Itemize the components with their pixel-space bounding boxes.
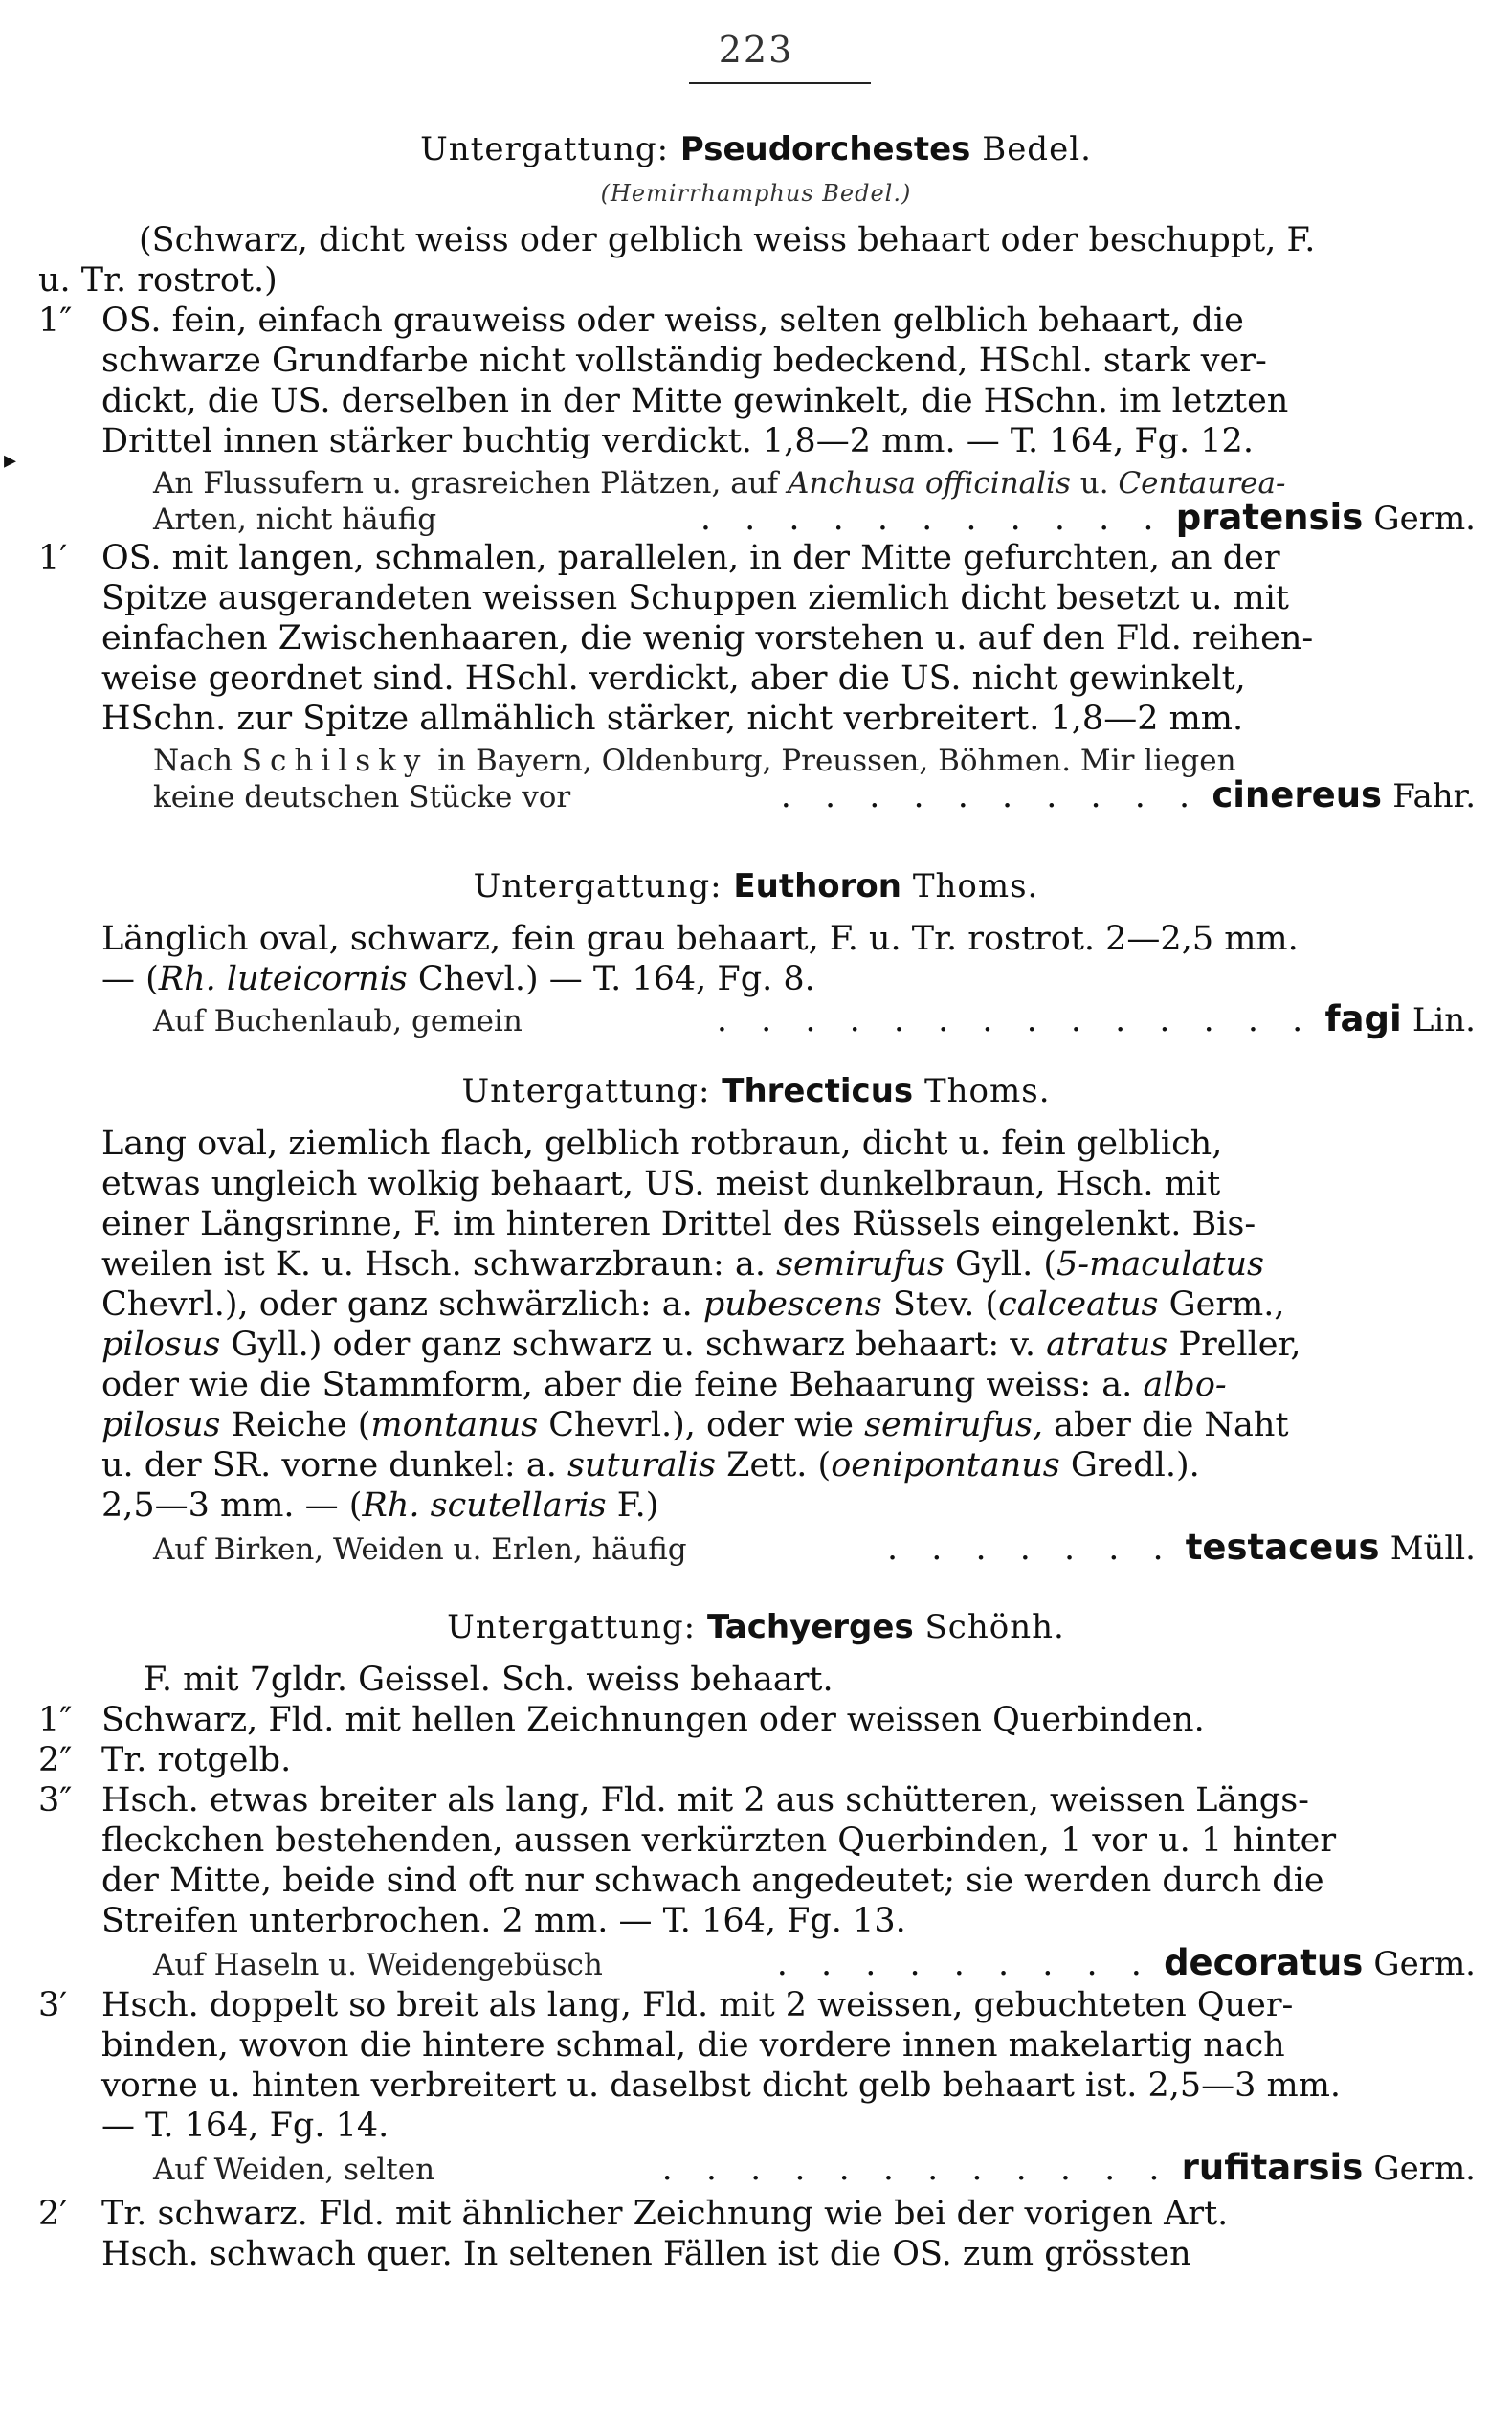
key-line: Hsch. doppelt so breit als lang, Fld. mit 2 weissen, gebuchteten Quer- bbox=[101, 1986, 1294, 2024]
description-line: pilosus Reiche (montanus Chevrl.), oder wie semirufus, aber die Naht bbox=[101, 1406, 1289, 1444]
key-line: schwarze Grundfarbe nicht vollständig bedeckend, HSchl. stark ver- bbox=[101, 342, 1267, 380]
key-line: vorne u. hinten verbreitert u. daselbst dicht gelb behaart ist. 2,5—3 mm. bbox=[101, 2066, 1342, 2105]
margin-mark: ▸ bbox=[4, 446, 17, 475]
intro-line: F. mit 7gldr. Geissel. Sch. weiss behaart. bbox=[144, 1661, 834, 1699]
key-line: Streifen unterbrochen. 2 mm. — T. 164, Fg. 13. bbox=[101, 1902, 906, 1940]
key-number: 3″ bbox=[38, 1781, 73, 1820]
subgenus-synonym: (Hemirrhamphus Bedel.) bbox=[600, 180, 912, 207]
species-name: decoratus bbox=[1164, 1942, 1364, 1983]
subgenus-heading-threcticus: Untergattung: Threcticus Thoms. bbox=[461, 1072, 1051, 1110]
key-line: HSchn. zur Spitze allmählich stärker, nicht verbreitert. 1,8—2 mm. bbox=[101, 700, 1244, 738]
habitat-note: An Flussufern u. grasreichen Plätzen, auf Anchusa officinalis u. Centaurea- bbox=[153, 466, 1286, 501]
intro-line: (Schwarz, dicht weiss oder gelblich weiss behaart oder beschuppt, F. bbox=[139, 221, 1316, 259]
key-line: Schwarz, Fld. mit hellen Zeichnungen oder weissen Querbinden. bbox=[101, 1701, 1205, 1739]
species-entry-rufitarsis: . . . . . . . . . . . . rufitarsis Germ. bbox=[661, 2147, 1476, 2188]
species-name: pratensis bbox=[1175, 497, 1364, 538]
description-line: einer Längsrinne, F. im hinteren Drittel des Rüssels eingelenkt. Bis- bbox=[101, 1205, 1256, 1243]
description-line: u. der SR. vorne dunkel: a. suturalis Zett. (oenipontanus Gredl.). bbox=[101, 1446, 1200, 1485]
habitat-note: Auf Birken, Weiden u. Erlen, häufig bbox=[153, 1532, 687, 1567]
description-line: Chevrl.), oder ganz schwärzlich: a. pubescens Stev. (calceatus Germ., bbox=[101, 1285, 1285, 1324]
subgenus-name: Threcticus bbox=[722, 1072, 914, 1110]
key-line: einfachen Zwischenhaaren, die wenig vorstehen u. auf den Fld. reihen- bbox=[101, 619, 1314, 658]
page-number: 223 bbox=[718, 29, 794, 71]
key-line: weise geordnet sind. HSchl. verdickt, aber die US. nicht gewinkelt, bbox=[101, 659, 1246, 698]
species-name: testaceus bbox=[1185, 1527, 1380, 1568]
subgenus-name: Euthoron bbox=[733, 867, 901, 905]
species-entry-decoratus: . . . . . . . . . decoratus Germ. bbox=[776, 1942, 1476, 1983]
description-line: weilen ist K. u. Hsch. schwarzbraun: a. semirufus Gyll. (5-maculatus bbox=[101, 1245, 1264, 1284]
description-line: oder wie die Stammform, aber die feine Behaarung weiss: a. albo- bbox=[101, 1366, 1227, 1404]
habitat-note: Arten, nicht häufig bbox=[153, 502, 437, 537]
key-line: — T. 164, Fg. 14. bbox=[101, 2107, 389, 2145]
description-line: — (Rh. luteicornis Chevl.) — T. 164, Fg. 8. bbox=[101, 960, 815, 998]
description-line: 2,5—3 mm. — (Rh. scutellaris F.) bbox=[101, 1486, 659, 1525]
species-entry-fagi: . . . . . . . . . . . . . . fagi Lin. bbox=[716, 998, 1476, 1039]
key-line: Tr. schwarz. Fld. mit ähnlicher Zeichnung wie bei der vorigen Art. bbox=[101, 2195, 1229, 2233]
key-number: 2″ bbox=[38, 1741, 73, 1779]
key-line: dickt, die US. derselben in der Mitte gewinkelt, die HSchn. im letzten bbox=[101, 382, 1289, 420]
distribution-note: Nach Schilsky in Bayern, Oldenburg, Preussen, Böhmen. Mir liegen bbox=[153, 744, 1236, 778]
subgenus-heading-pseudorchestes: Untergattung: Pseudorchestes Bedel. bbox=[420, 130, 1092, 168]
species-entry-pratensis: . . . . . . . . . . . pratensis Germ. bbox=[700, 497, 1476, 538]
description-line: pilosus Gyll.) oder ganz schwarz u. schwarz behaart: v. atratus Preller, bbox=[101, 1326, 1301, 1364]
key-number: 2′ bbox=[38, 2195, 68, 2233]
species-name: rufitarsis bbox=[1181, 2147, 1364, 2188]
habitat-note: Auf Haseln u. Weidengebüsch bbox=[153, 1948, 603, 1982]
subgenus-heading-euthoron: Untergattung: Euthoron Thoms. bbox=[473, 867, 1039, 905]
key-line: OS. fein, einfach grauweiss oder weiss, selten gelblich behaart, die bbox=[101, 301, 1244, 340]
key-line: Drittel innen stärker buchtig verdickt. 1,8—2 mm. — T. 164, Fg. 12. bbox=[101, 422, 1254, 460]
subgenus-name: Pseudorchestes bbox=[679, 130, 971, 168]
key-line: binden, wovon die hintere schmal, die vordere innen makelartig nach bbox=[101, 2026, 1285, 2065]
key-number: 1′ bbox=[38, 539, 68, 577]
species-name: cinereus bbox=[1212, 774, 1383, 815]
description-line: Lang oval, ziemlich flach, gelblich rotbraun, dicht u. fein gelblich, bbox=[101, 1125, 1223, 1163]
habitat-note: Auf Weiden, selten bbox=[153, 2153, 435, 2187]
key-line: OS. mit langen, schmalen, parallelen, in der Mitte gefurchten, an der bbox=[101, 539, 1280, 577]
key-line: der Mitte, beide sind oft nur schwach angedeutet; sie werden durch die bbox=[101, 1862, 1324, 1900]
key-line: Hsch. etwas breiter als lang, Fld. mit 2 aus schütteren, weissen Längs- bbox=[101, 1781, 1309, 1820]
habitat-note: Auf Buchenlaub, gemein bbox=[153, 1004, 523, 1038]
description-line: etwas ungleich wolkig behaart, US. meist dunkelbraun, Hsch. mit bbox=[101, 1165, 1221, 1203]
key-number: 1″ bbox=[38, 1701, 73, 1739]
key-number: 3′ bbox=[38, 1986, 68, 2024]
species-name: fagi bbox=[1324, 998, 1402, 1039]
distribution-note: keine deutschen Stücke vor bbox=[153, 780, 571, 815]
description-line: Länglich oval, schwarz, fein grau behaart, F. u. Tr. rostrot. 2—2,5 mm. bbox=[101, 920, 1299, 958]
header-rule bbox=[689, 82, 871, 84]
subgenus-name: Tachyerges bbox=[706, 1608, 914, 1646]
key-line: Spitze ausgerandeten weissen Schuppen ziemlich dicht besetzt u. mit bbox=[101, 579, 1289, 617]
species-entry-testaceus: . . . . . . . testaceus Müll. bbox=[886, 1527, 1476, 1568]
subgenus-heading-tachyerges: Untergattung: Tachyerges Schönh. bbox=[447, 1608, 1065, 1646]
species-entry-cinereus: . . . . . . . . . . cinereus Fahr. bbox=[780, 774, 1476, 815]
key-line: fleckchen bestehenden, aussen verkürzten Querbinden, 1 vor u. 1 hinter bbox=[101, 1821, 1337, 1860]
key-line: Tr. rotgelb. bbox=[101, 1741, 292, 1779]
key-line: Hsch. schwach quer. In seltenen Fällen ist die OS. zum grössten bbox=[101, 2235, 1191, 2273]
intro-line: u. Tr. rostrot.) bbox=[38, 261, 278, 300]
key-number: 1″ bbox=[38, 301, 73, 340]
